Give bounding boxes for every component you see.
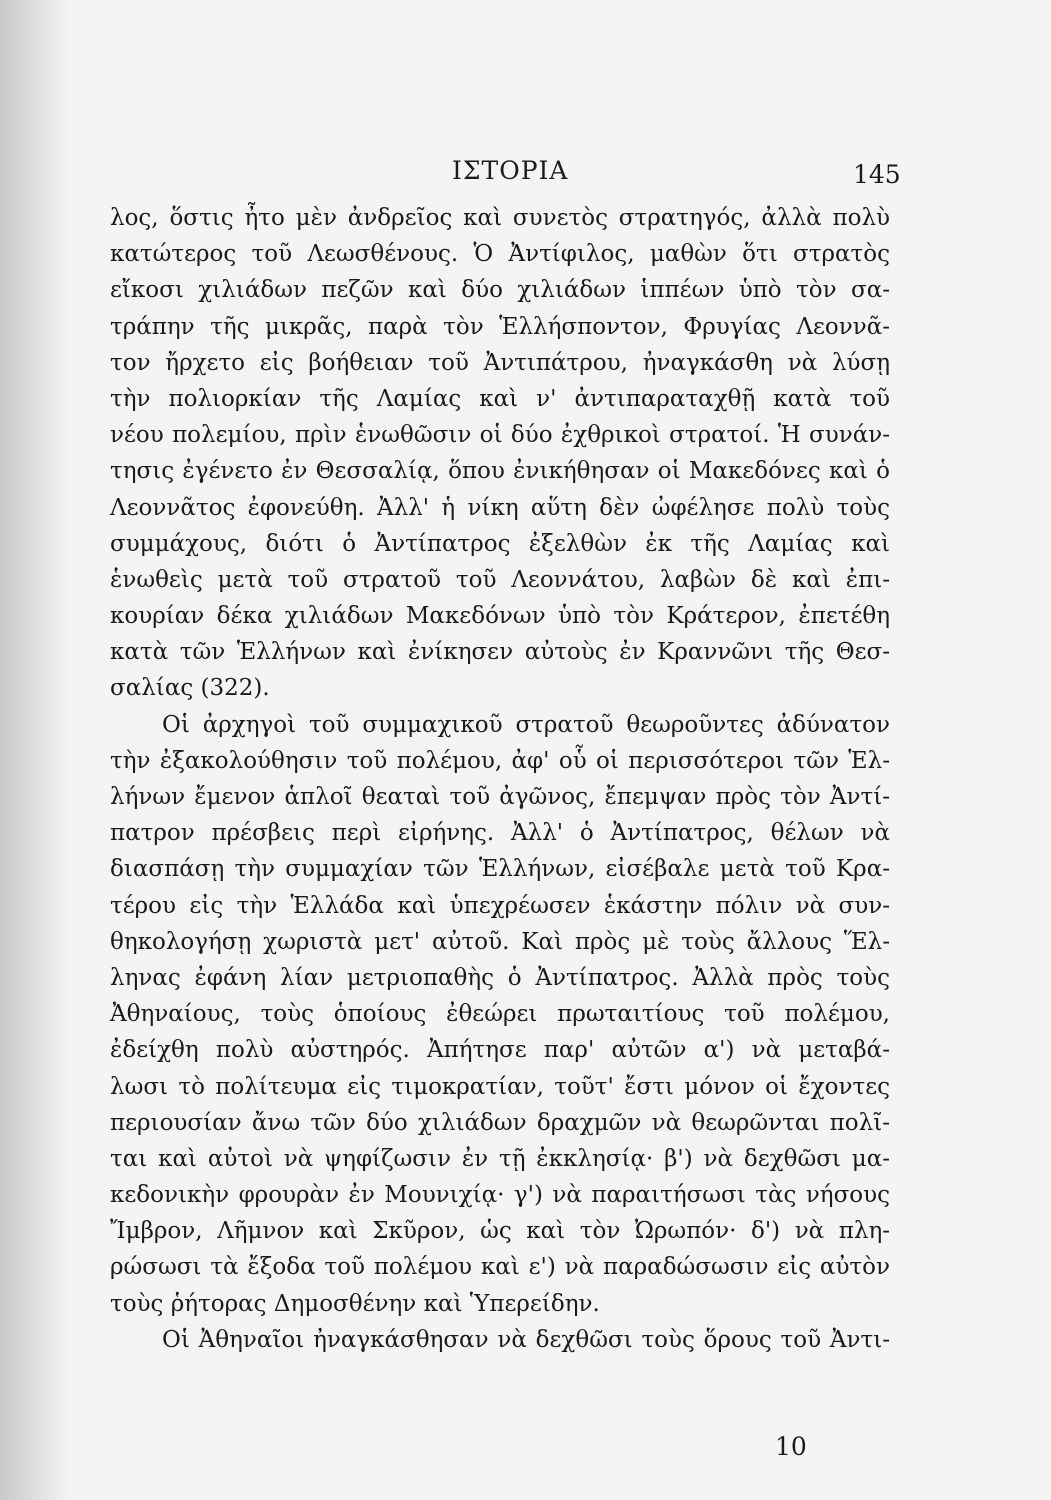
page-number: 145 (853, 160, 901, 189)
text-line: λήνων ἔμενον ἁπλοῖ θεαταὶ τοῦ ἀγῶνος, ἔπεμψαν πρὸς τὸν Ἀντί- (110, 784, 890, 810)
text-line: περιουσίαν ἄνω τῶν δύο χιλιάδων δραχμῶν νὰ θεωρῶνται πολῖ- (110, 1109, 890, 1136)
signature-mark: 10 (775, 1432, 807, 1461)
text-line: Ἀθηναίους, τοὺς ὁποίους ἐθεώρει πρωταιτίους τοῦ πολέμου, (110, 1001, 890, 1028)
text-line: κουρίαν δέκα χιλιάδων Μακεδόνων ὑπὸ τὸν Κράτερον, ἐπετέθη (110, 603, 890, 630)
text-line: ληνας ἐφάνη λίαν μετριοπαθὴς ὁ Ἀντίπατρος. Ἀλλὰ πρὸς τοὺς (110, 964, 890, 991)
text-line: εἴκοσι χιλιάδων πεζῶν καὶ δύο χιλιάδων ἱππέων ὑπὸ τὸν σα- (110, 277, 890, 304)
text-line: τὴν πολιορκίαν τῆς Λαμίας καὶ ν' ἀντιπαραταχθῇ κατὰ τοῦ (110, 385, 890, 412)
text-line: συμμάχους, διότι ὁ Ἀντίπατρος ἐξελθὼν ἐκ τῆς Λαμίας καὶ (110, 530, 890, 557)
text-line: κεδονικὴν φρουρὰν ἐν Μουνιχίᾳ· γ') νὰ παραιτήσωσι τὰς νήσους (110, 1182, 890, 1209)
text-line: ἑνωθεὶς μετὰ τοῦ στρατοῦ τοῦ Λεοννάτου, λαβὼν δὲ καὶ ἐπι- (110, 566, 890, 593)
text-line: λος, ὅστις ἦτο μὲν ἀνδρεῖος καὶ συνετὸς στρατηγός, ἀλλὰ πολὺ (110, 205, 890, 231)
text-line: ἐδείχθη πολὺ αὐστηρός. Ἀπήτησε παρ' αὐτῶν α') νὰ μεταβά- (110, 1037, 890, 1064)
text-line: τέρου εἰς τὴν Ἑλλάδα καὶ ὑπεχρέωσεν ἑκάστην πόλιν νὰ συν- (110, 892, 890, 919)
paragraph-end-line: σαλίας (322). (110, 675, 270, 702)
text-line: τράπην τῆς μικρᾶς, παρὰ τὸν Ἑλλήσποντον, Φρυγίας Λεοννᾶ- (110, 313, 890, 340)
body-text (110, 200, 890, 1358)
text-line: κατὰ τῶν Ἑλλήνων καὶ ἐνίκησεν αὐτοὺς ἐν Κραννῶνι τῆς Θεσ- (110, 639, 890, 666)
paragraph-start-line: Οἱ Ἀθηναῖοι ἠναγκάσθησαν νὰ δεχθῶσι τοὺς ὅρους τοῦ Ἀντι- (162, 1326, 890, 1353)
text-line: κατώτερος τοῦ Λεωσθένους. Ὁ Ἀντίφιλος, μαθὼν ὅτι στρατὸς (110, 241, 890, 268)
text-line: τον ἤρχετο εἰς βοήθειαν τοῦ Ἀντιπάτρου, ἠναγκάσθη νὰ λύσῃ (110, 349, 890, 376)
text-line: τὴν ἐξακολούθησιν τοῦ πολέμου, ἀφ' οὗ οἱ περισσότεροι τῶν Ἑλ- (110, 747, 890, 774)
text-line: τησις ἐγένετο ἐν Θεσσαλίᾳ, ὅπου ἐνικήθησαν οἱ Μακεδόνες καὶ ὁ (110, 458, 890, 485)
text-line: ται καὶ αὐτοὶ νὰ ψηφίζωσιν ἐν τῇ ἐκκλησίᾳ· β') νὰ δεχθῶσι μα- (110, 1145, 890, 1172)
text-line: Ἴμβρον, Λῆμνον καὶ Σκῦρον, ὡς καὶ τὸν Ὠρωπόν· δ') νὰ πλη- (110, 1218, 890, 1245)
paragraph-start-line: Οἱ ἀρχηγοὶ τοῦ συμμαχικοῦ στρατοῦ θεωροῦντες ἀδύνατον (162, 711, 890, 738)
text-line: ρώσωσι τὰ ἔξοδα τοῦ πολέμου καὶ ε') νὰ παραδώσωσιν εἰς αὐτὸν (110, 1254, 890, 1281)
text-line: Λεοννᾶτος ἐφονεύθη. Ἀλλ' ἡ νίκη αὕτη δὲν ὠφέλησε πολὺ τοὺς (110, 494, 890, 521)
text-line: νέου πολεμίου, πρὶν ἑνωθῶσιν οἱ δύο ἐχθρικοὶ στρατοί. Ἡ συνάν- (110, 422, 890, 449)
text-line: πατρον πρέσβεις περὶ εἰρήνης. Ἀλλ' ὁ Ἀντίπατρος, θέλων νὰ (110, 820, 890, 847)
running-header (0, 152, 1051, 192)
paragraph-end-line: τοὺς ῥήτορας Δημοσθένην καὶ Ὑπερείδην. (110, 1290, 600, 1317)
text-line: διασπάσῃ τὴν συμμαχίαν τῶν Ἑλλήνων, εἰσέβαλε μετὰ τοῦ Κρα- (110, 856, 890, 883)
text-line: θηκολογήσῃ χωριστὰ μετ' αὐτοῦ. Καὶ πρὸς μὲ τοὺς ἄλλους Ἕλ- (110, 928, 890, 955)
running-title: ΙΣΤΟΡΙΑ (452, 156, 569, 185)
text-line: λωσι τὸ πολίτευμα εἰς τιμοκρατίαν, τοῦτ' ἔστι μόνον οἱ ἔχοντες (110, 1073, 890, 1100)
